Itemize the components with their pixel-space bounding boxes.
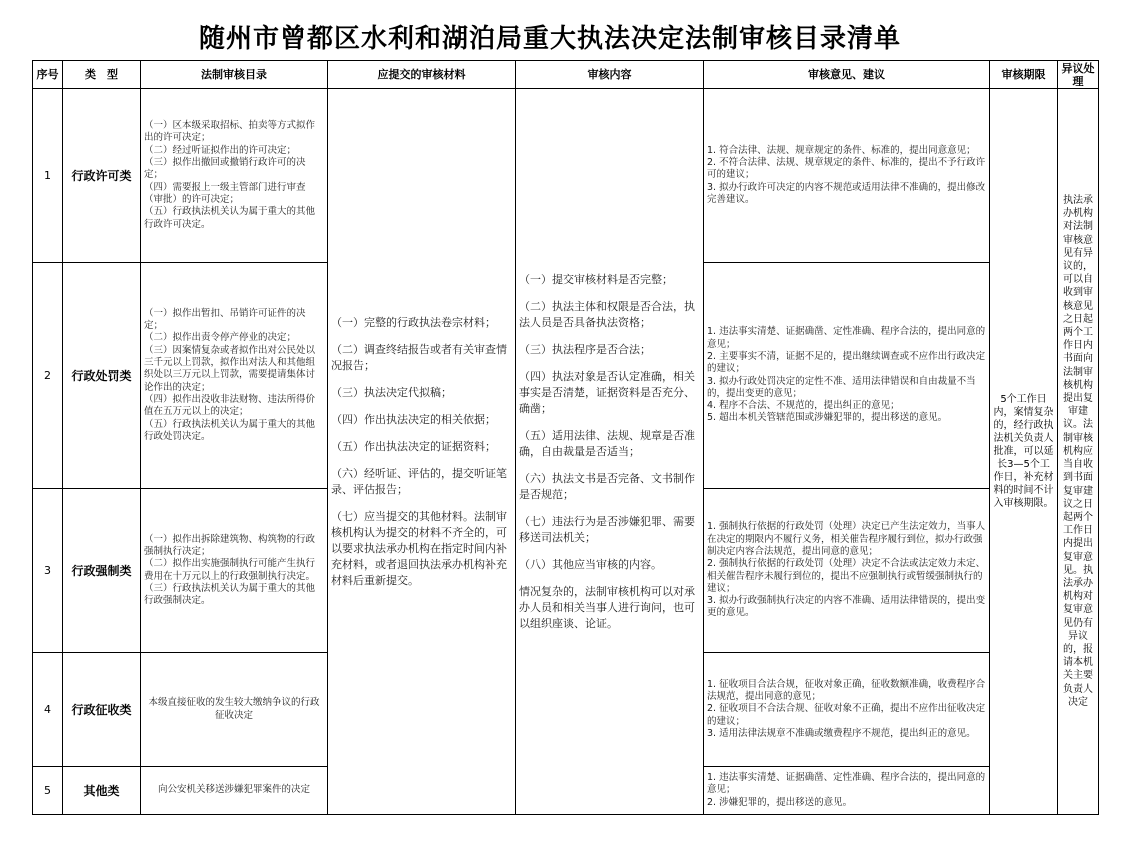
header-materials: 应提交的审核材料 [328, 61, 516, 89]
material-item: （七）应当提交的其他材料。法制审核机构认为提交的材料不齐全的，可以要求执法承办机构在指定时间内补充材料，或者退回执法承办机构补充材料后重新提交。 [331, 509, 507, 587]
material-item: （一）完整的行政执法卷宗材料； [331, 315, 496, 329]
row-type: 行政强制类 [63, 489, 141, 653]
row-opinion [704, 89, 990, 263]
row-type: 行政征收类 [63, 653, 141, 767]
header-row [33, 61, 1099, 89]
header-catalog: 法制审核目录 [141, 61, 328, 89]
header-no: 序号 [33, 61, 63, 89]
review-catalog-table [32, 60, 1099, 815]
row-catalog [141, 489, 328, 653]
row-opinion [704, 489, 990, 653]
content-item: （五）适用法律、法规、规章是否准确，自由裁量是否适当； [519, 428, 695, 458]
content-cell [516, 89, 704, 815]
content-item: （二）执法主体和权限是否合法，执法人员是否具备执法资格； [519, 299, 695, 329]
row-opinion [704, 653, 990, 767]
objection-cell: 执法承办机构对法制审核意见有异议的，可以自收到审核意见之日起两个工作日内书面向法制审核机构提出复审建议。法制审核机构应当自收到书面复审建议之日起两个工作日内提出复审意见。执法承办机构对复审意见仍有异议的，报请本机关主要负责人决定 [1058, 89, 1099, 815]
material-item: （三）执法决定代拟稿； [331, 385, 452, 399]
header-objection: 异议处理 [1058, 61, 1099, 89]
content-item: 情况复杂的，法制审核机构可以对承办人员和相关当事人进行询问，也可以组织座谈、论证。 [519, 584, 695, 630]
row-type: 行政许可类 [63, 89, 141, 263]
material-item: （六）经听证、评估的，提交听证笔录、评估报告； [331, 466, 507, 496]
row-number: 1 [33, 89, 63, 263]
content-item: （三）执法程序是否合法； [519, 342, 651, 356]
catalog-text: 向公安机关移送涉嫌犯罪案件的决定 [157, 784, 310, 796]
row-number: 5 [33, 767, 63, 815]
row-type: 行政处罚类 [63, 263, 141, 489]
row-catalog [141, 767, 328, 815]
content-item: （七）违法行为是否涉嫌犯罪、需要移送司法机关； [519, 514, 695, 544]
content-item: （四）执法对象是否认定准确，相关事实是否清楚，证据资料是否充分、确凿； [519, 369, 695, 415]
header-content: 审核内容 [516, 61, 704, 89]
header-period: 审核期限 [990, 61, 1058, 89]
opinion-text: 1. 符合法律、法规、规章规定的条件、标准的，提出同意意见； 2. 不符合法律、法规、规章规定的条件、标准的，提出不予行政许可的建议； 3. 拟办行政许可决定的内容不规范或适用法律不准确的，提出修改完善建议。 [707, 144, 986, 205]
opinion-text: 1. 强制执行依据的行政处罚（处理）决定已产生法定效力，当事人在决定的期限内不履行义务，相关催告程序履行到位，拟办行政强制决定内容合法规范，提出同意的意见； 2. 强制执行依据的行政处罚（处理）决定不合法或法定效力未定、相关催告程序未履行到位的，提出不应强制执行或暂缓强制执行的建议； 3. 拟办行政强制执行决定的内容不准确、适用法律错误的，提出变更的意见。 [707, 521, 986, 619]
opinion-text: 1. 违法事实清楚、证据确凿、定性准确、程序合法的，提出同意的意见； 2. 涉嫌犯罪的，提出移送的意见。 [707, 772, 986, 808]
row-catalog [141, 263, 328, 489]
opinion-text: 1. 违法事实清楚、证据确凿、定性准确、程序合法的，提出同意的意见； 2. 主要事实不清，证据不足的，提出继续调查或不应作出行政决定的建议； 3. 拟办行政处罚决定的定性不准、适用法律错误和自由裁量不当的，提出变更的意见； 4. 程序不合法、不规范的，提出纠正的意见； 5. 超出本机关管辖范围或涉嫌犯罪的，提出移送的意见。 [707, 326, 986, 424]
table-row [33, 89, 1099, 263]
row-number: 4 [33, 653, 63, 767]
material-item: （二）调查终结报告或者有关审查情况报告； [331, 342, 507, 372]
materials-cell [328, 89, 516, 815]
content-item: （八）其他应当审核的内容。 [519, 557, 662, 571]
row-catalog [141, 653, 328, 767]
material-item: （四）作出执法决定的相关依据； [331, 412, 496, 426]
page-title: 随州市曾都区水利和湖泊局重大执法决定法制审核目录清单 [198, 24, 901, 54]
row-number: 3 [33, 489, 63, 653]
row-opinion [704, 767, 990, 815]
row-type: 其他类 [63, 767, 141, 815]
header-type: 类 型 [63, 61, 141, 89]
catalog-text: （一）拟作出暂扣、吊销许可证件的决定； （二）拟作出责令停产停业的决定； （三）因案情复杂或者拟作出对公民处以三千元以上罚款，拟作出对法人和其他组织处以三万元以上罚款，需要提请集体讨论作出的决定； （四）拟作出没收非法财物、违法所得价值在五万元以上的决定； （五）行政执法机关认为属于重大的其他行政处罚决定。 [144, 307, 316, 442]
content-item: （六）执法文书是否完备、文书制作是否规范； [519, 471, 695, 501]
catalog-text: （一）区本级采取招标、拍卖等方式拟作出的许可决定； （二）经过听证拟作出的许可决定； （三）拟作出撤回或撤销行政许可的决定； （四）需要报上一级主管部门进行审查（审批）的许可决定； （五）行政执法机关认为属于重大的其他行政许可决定。 [144, 120, 316, 230]
header-opinion: 审核意见、建议 [704, 61, 990, 89]
content-item: （一）提交审核材料是否完整； [519, 272, 673, 286]
material-item: （五）作出执法决定的证据资料； [331, 439, 496, 453]
catalog-text: （一）拟作出拆除建筑物、构筑物的行政强制执行决定； （二）拟作出实施强制执行可能产生执行费用在十万元以上的行政强制执行决定。 （三）行政执法机关认为属于重大的其他行政强制决定。 [144, 533, 316, 607]
opinion-text: 1. 征收项目合法合规，征收对象正确，征收数额准确，收费程序合法规范，提出同意的意见； 2. 征收项目不合法合规、征收对象不正确，提出不应作出征收决定的建议； 3. 适用法律法规章不准确或缴费程序不规范，提出纠正的意见。 [707, 678, 986, 739]
row-catalog [141, 89, 328, 263]
row-number: 2 [33, 263, 63, 489]
row-opinion [704, 263, 990, 489]
period-cell: 5个工作日内，案情复杂的，经行政执法机关负责人批准，可以延长3—5个工作日，补充材料的时间不计入审核期限。 [990, 89, 1058, 815]
catalog-text: 本级直接征收的发生较大缴纳争议的行政征收决定 [148, 697, 320, 721]
